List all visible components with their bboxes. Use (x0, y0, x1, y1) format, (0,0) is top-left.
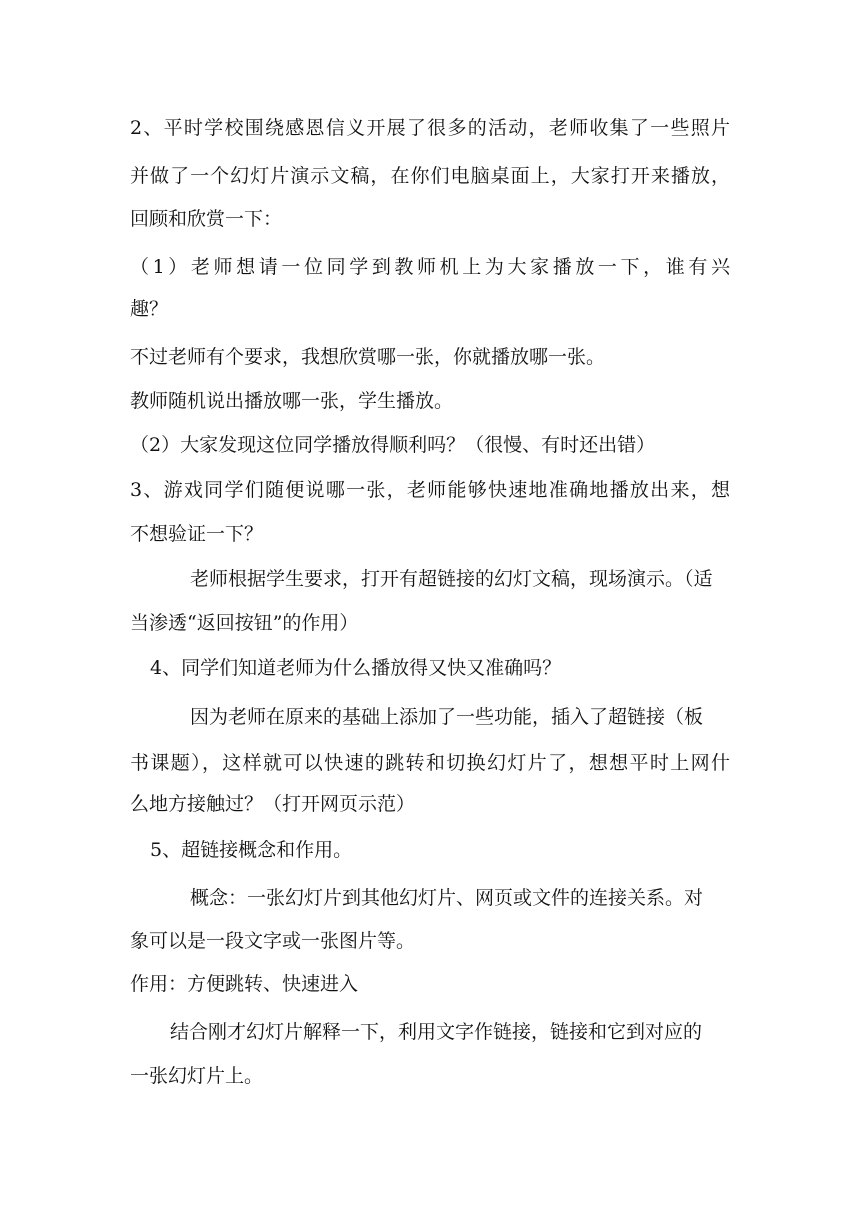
text-line: 5、超链接概念和作用。 (150, 839, 353, 861)
text-line: 当渗透“返回按钮”的作用） (130, 612, 359, 634)
text-line: （2）大家发现这位同学播放得顺利吗？（很慢、有时还出错） (130, 434, 656, 456)
text-line: 回顾和欣赏一下： (130, 208, 283, 230)
text-line: 结合刚才幻灯片解释一下，利用文字作链接，链接和它到对应的 (170, 1021, 703, 1043)
text-line: 不过老师有个要求，我想欣赏哪一张，你就播放哪一张。 (130, 346, 606, 368)
text-line: 2、平时学校围绕感恩信义开展了很多的活动，老师收集了一些照片 (130, 117, 730, 139)
text-line: 不想验证一下？ (130, 523, 264, 545)
text-line: 因为老师在原来的基础上添加了一些功能，插入了超链接（板 (190, 706, 704, 728)
text-line: 老师根据学生要求，打开有超链接的幻灯文稿，现场演示。（适 (190, 568, 713, 590)
text-line: （1）老师想请一位同学到教师机上为大家播放一下，谁有兴 (130, 256, 730, 278)
text-line: 一张幻灯片上。 (130, 1065, 264, 1087)
text-line: 象可以是一段文字或一张图片等。 (130, 930, 416, 952)
text-line: 3、游戏同学们随便说哪一张，老师能够快速地准确地播放出来，想 (130, 479, 730, 501)
text-line: 4、同学们知道老师为什么播放得又快又准确吗？ (150, 657, 562, 679)
text-line: 趣？ (130, 298, 169, 320)
text-line: 作用：方便跳转、快速进入 (130, 973, 359, 995)
text-line: 书课题），这样就可以快速的跳转和切换幻灯片了，想想平时上网什 (130, 752, 730, 774)
text-line: 并做了一个幻灯片演示文稿，在你们电脑桌面上，大家打开来播放， (130, 165, 730, 187)
text-line: 教师随机说出播放哪一张，学生播放。 (130, 390, 454, 412)
text-line: 么地方接触过？（打开网页示范） (130, 793, 416, 815)
text-line: 概念：一张幻灯片到其他幻灯片、网页或文件的连接关系。对 (190, 887, 704, 909)
